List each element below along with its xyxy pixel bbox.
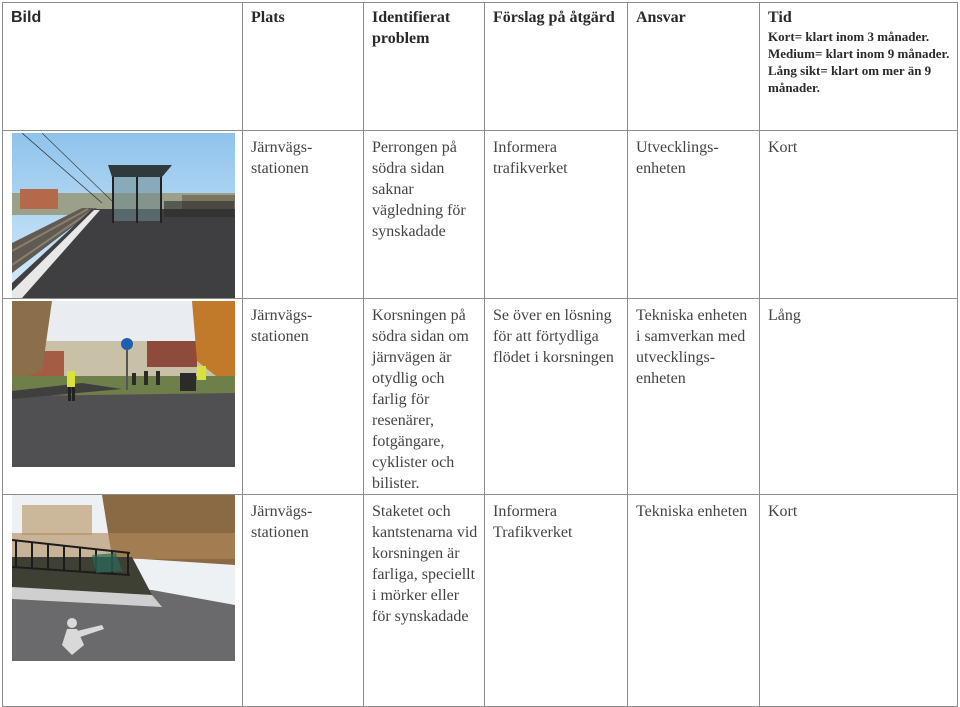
cell-problem: Korsningen på södra sidan om järnvägen är otydlig och farlig för resenärer, fotgängare, cyklister och bilister. bbox=[364, 299, 485, 495]
photo-crossing-pedestrians bbox=[12, 301, 235, 467]
cell-plats: Järnvägs-stationen bbox=[243, 299, 364, 495]
header-row bbox=[3, 3, 958, 131]
table-row bbox=[3, 131, 958, 299]
header-forslag: Förslag på åtgärd bbox=[485, 3, 628, 131]
header-tid bbox=[760, 3, 958, 131]
image-cell bbox=[3, 299, 243, 495]
cell-plats: Järnvägs-stationen bbox=[243, 131, 364, 299]
cell-tid: Lång bbox=[760, 299, 958, 495]
table-row bbox=[3, 299, 958, 495]
action-plan-table bbox=[2, 2, 958, 707]
table-row bbox=[3, 495, 958, 707]
cell-tid: Kort bbox=[760, 131, 958, 299]
cell-ansvar: Utvecklings-enheten bbox=[628, 131, 760, 299]
header-problem: Identifierat problem bbox=[364, 3, 485, 131]
image-cell bbox=[3, 495, 243, 707]
cell-ansvar: Tekniska enheten i samverkan med utvecklings-enheten bbox=[628, 299, 760, 495]
header-tid-note: Kort= klart inom 3 månader. Medium= klart inom 9 månader. Lång sikt= klart om mer än 9 månader. bbox=[768, 29, 950, 95]
header-tid-title: Tid bbox=[768, 9, 792, 26]
header-bild: Bild bbox=[3, 3, 243, 131]
cell-plats: Järnvägs-stationen bbox=[243, 495, 364, 707]
cell-ansvar: Tekniska enheten bbox=[628, 495, 760, 707]
cell-problem: Perrongen på södra sidan saknar vägledning för synskadade bbox=[364, 131, 485, 299]
header-ansvar: Ansvar bbox=[628, 3, 760, 131]
header-plats: Plats bbox=[243, 3, 364, 131]
cell-forslag: Se över en lösning för att förtydliga flödet i korsningen bbox=[485, 299, 628, 495]
photo-fence-curb-crossing bbox=[12, 495, 235, 661]
cell-forslag: Informera Trafikverket bbox=[485, 495, 628, 707]
photo-railway-platform-shelter bbox=[12, 133, 235, 298]
image-cell bbox=[3, 131, 243, 299]
cell-problem: Staketet och kantstenarna vid korsningen är farliga, speciellt i mörker eller för synskadade bbox=[364, 495, 485, 707]
cell-tid: Kort bbox=[760, 495, 958, 707]
cell-forslag: Informera trafikverket bbox=[485, 131, 628, 299]
